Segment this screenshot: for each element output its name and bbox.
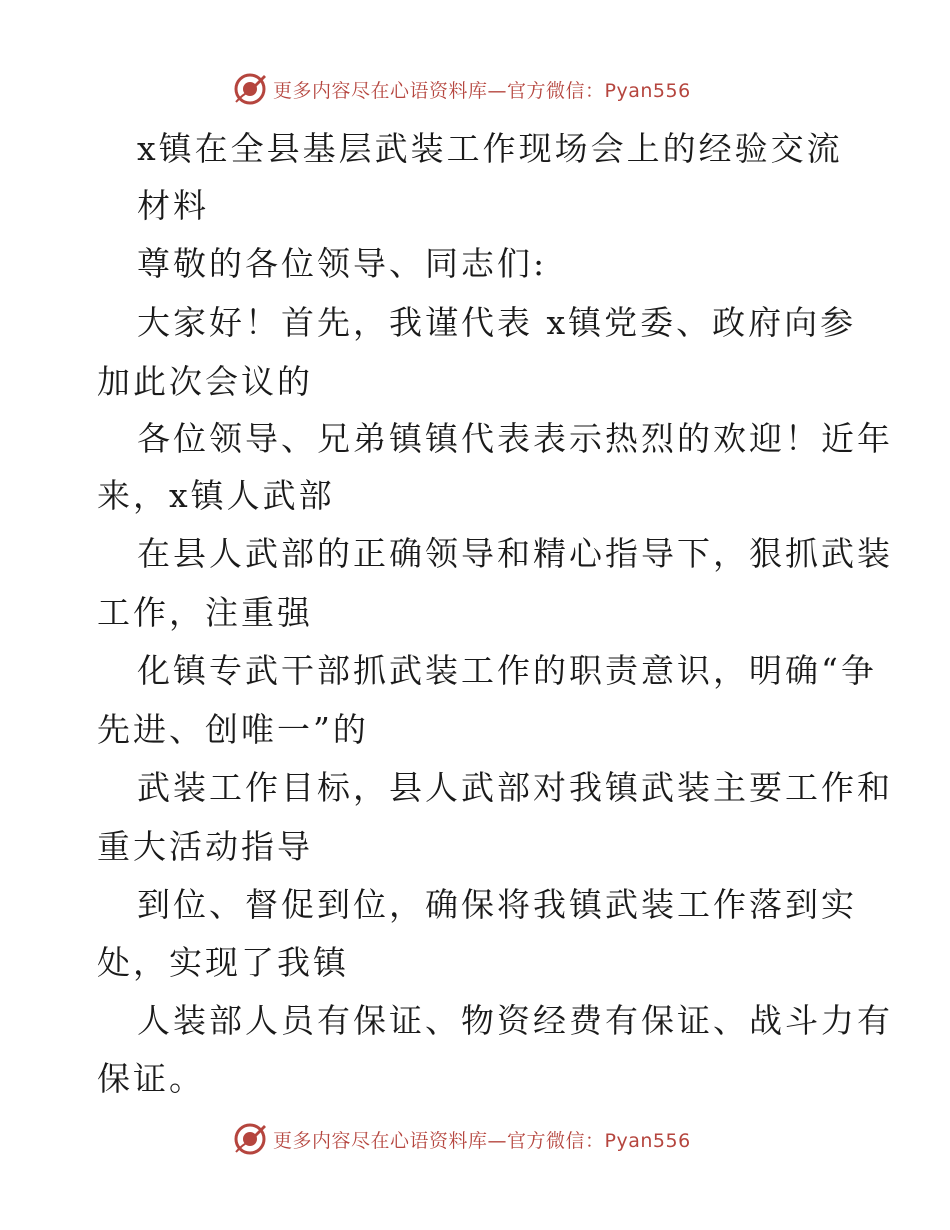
pen-logo-icon — [233, 72, 267, 106]
paragraph-line: 重大活动指导 — [97, 827, 313, 866]
document-title: x镇在全县基层武装工作现场会上的经验交流 — [137, 129, 843, 168]
paragraph-line: 武装工作目标，县人武部对我镇武装主要工作和 — [137, 768, 893, 807]
paragraph-line: 化镇专武干部抓武装工作的职责意识，明确“争 — [137, 651, 877, 690]
footer-banner-text: 更多内容尽在心语资料库—官方微信：Pyan556 — [273, 1129, 691, 1152]
paragraph-line: 处，实现了我镇 — [97, 943, 349, 982]
paragraph-line: 工作，注重强 — [97, 593, 313, 632]
paragraph-line: 各位领导、兄弟镇镇代表表示热烈的欢迎！近年 — [137, 419, 893, 458]
paragraph-line: 先进、创唯一”的 — [97, 710, 369, 749]
paragraph-line: 到位、督促到位，确保将我镇武装工作落到实 — [137, 885, 857, 924]
paragraph-line: 来，x镇人武部 — [97, 476, 335, 515]
footer-banner — [233, 1122, 691, 1156]
paragraph-line: 大家好！首先，我谨代表 x镇党委、政府向参 — [137, 303, 857, 342]
header-banner — [233, 72, 691, 106]
document-title-continued: 材料 — [137, 186, 209, 225]
header-banner-text: 更多内容尽在心语资料库—官方微信：Pyan556 — [273, 79, 691, 102]
pen-logo-icon — [233, 1122, 267, 1156]
paragraph-line: 在县人武部的正确领导和精心指导下，狠抓武装 — [137, 534, 893, 573]
salutation: 尊敬的各位领导、同志们: — [137, 244, 548, 283]
paragraph-line: 保证。 — [97, 1059, 205, 1098]
paragraph-line: 加此次会议的 — [97, 362, 313, 401]
paragraph-line: 人装部人员有保证、物资经费有保证、战斗力有 — [137, 1001, 893, 1040]
